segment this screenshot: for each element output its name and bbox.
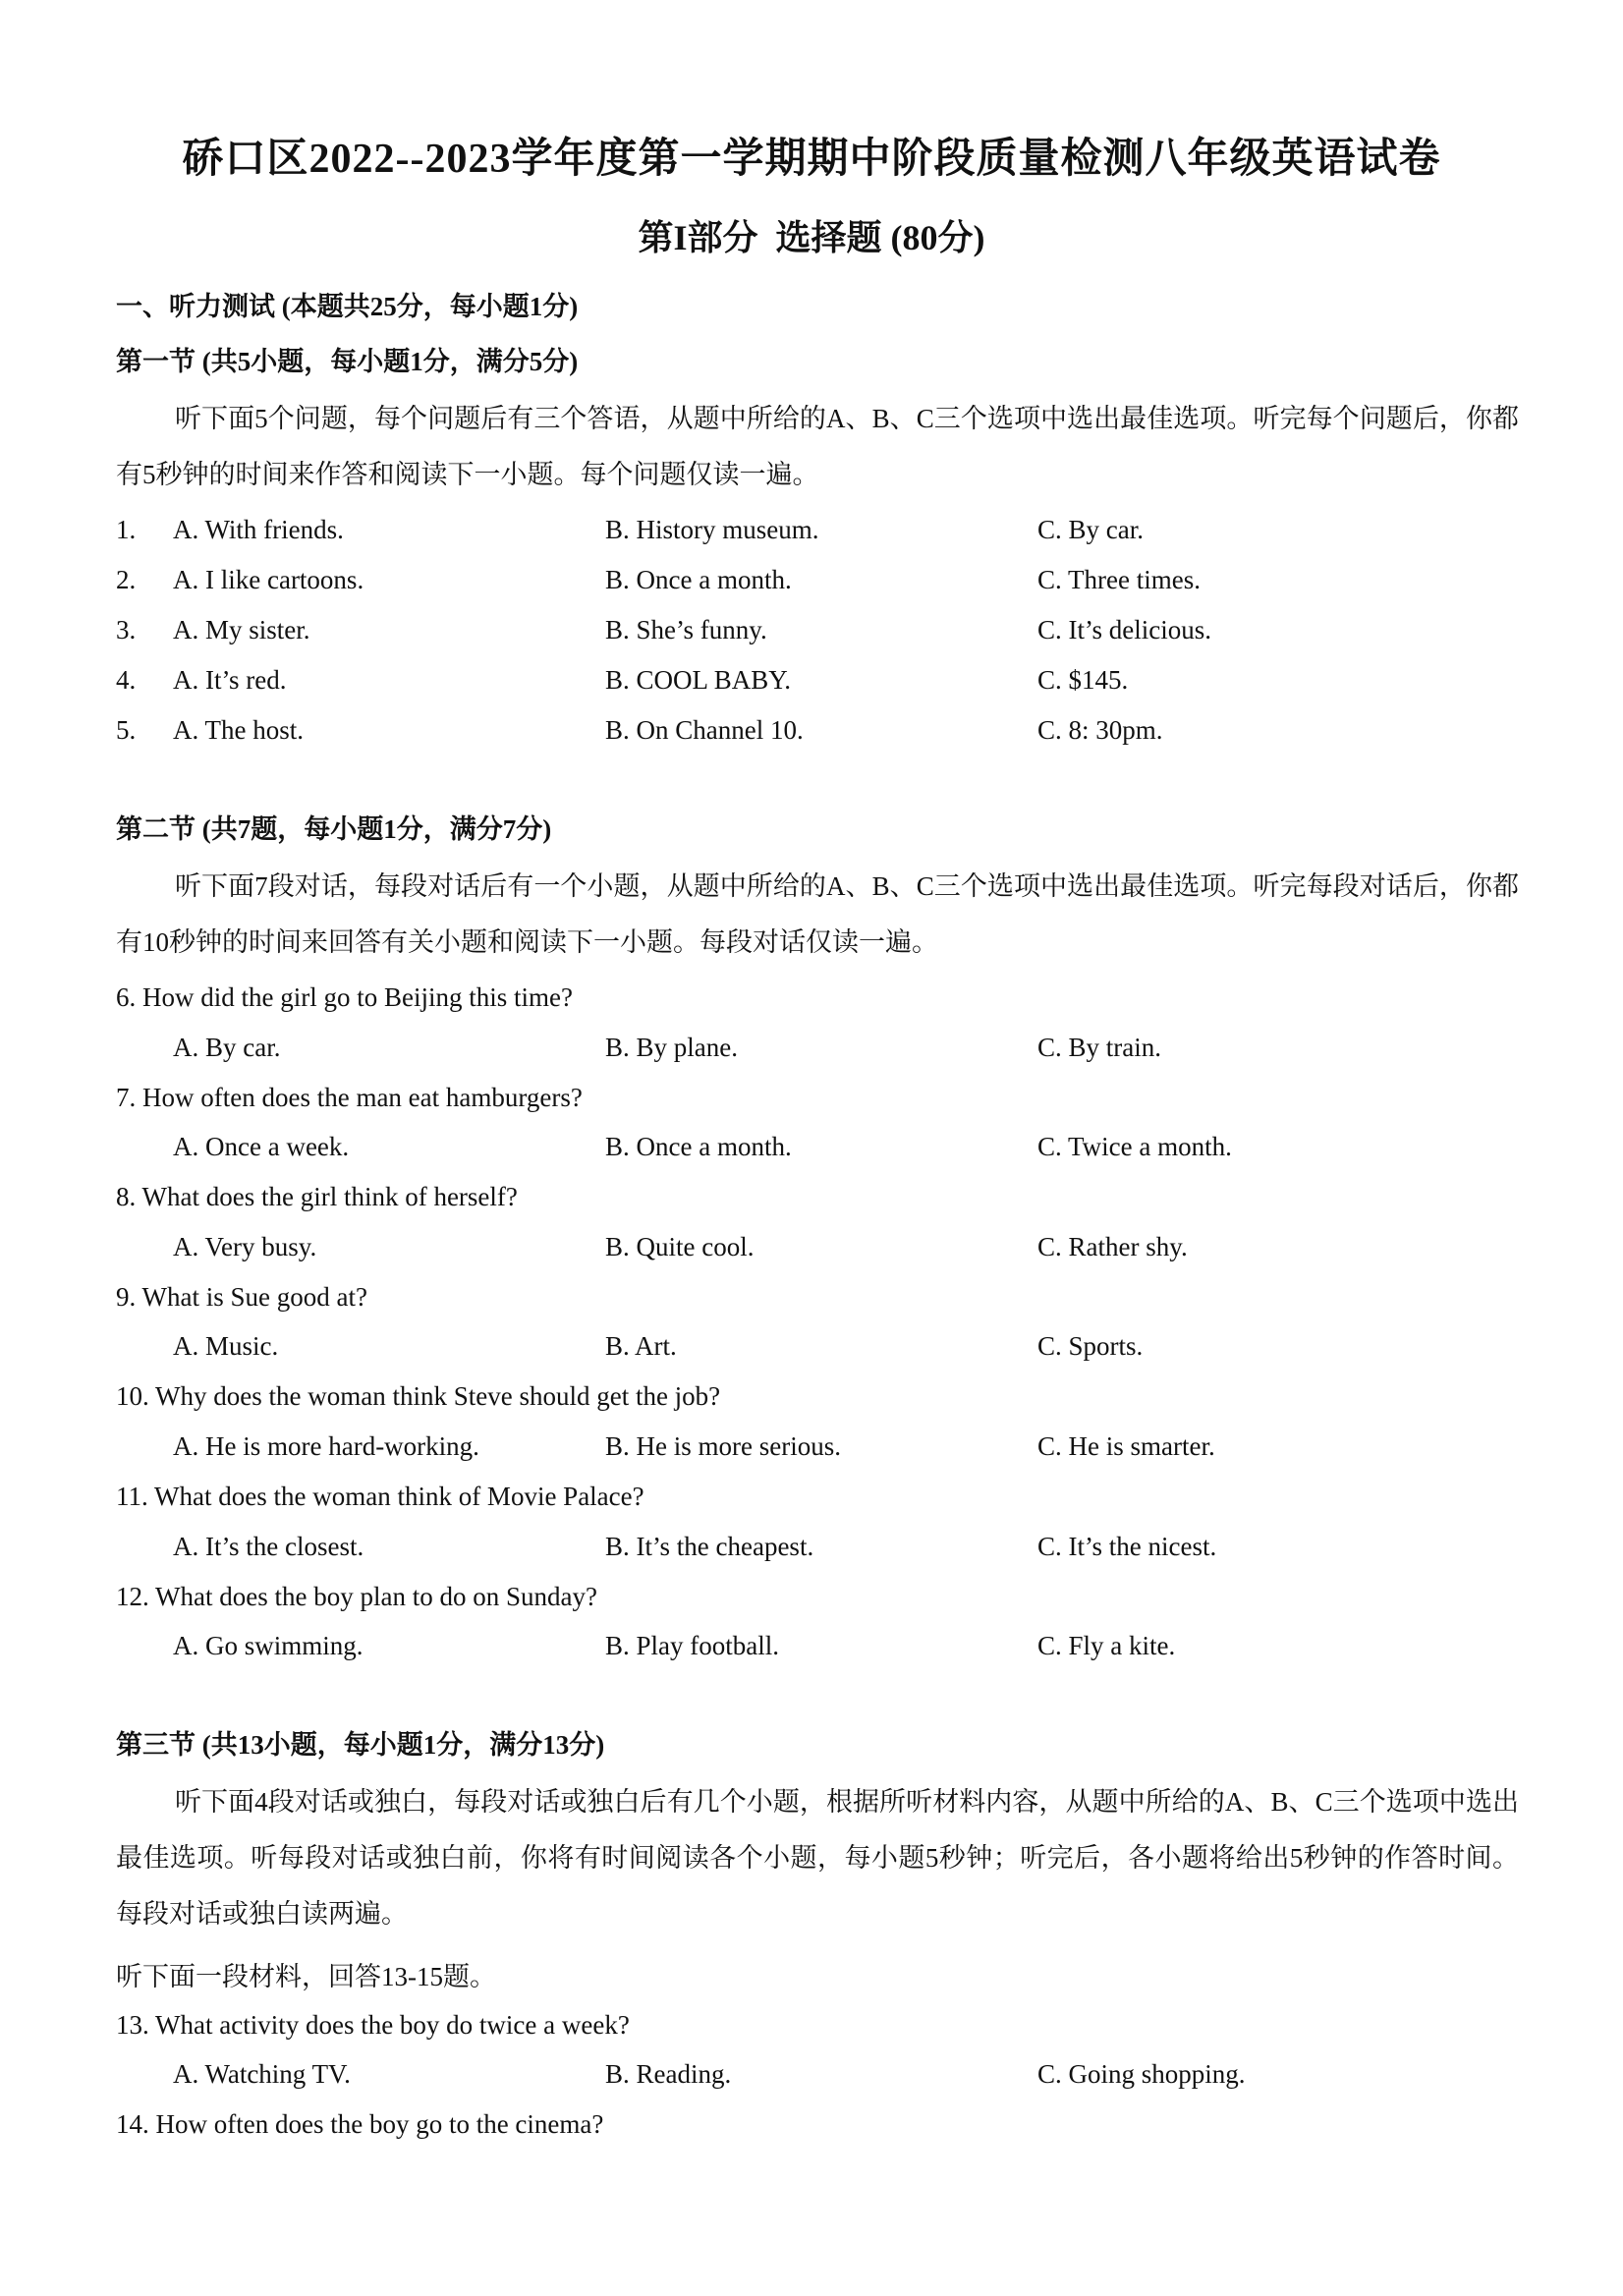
question-text: 7. How often does the man eat hamburgers? [116, 1083, 583, 1112]
option-c: C. He is smarter. [1037, 1431, 1215, 1461]
option-a: A. He is more hard-working. [173, 1431, 479, 1461]
option-b: B. It’s the cheapest. [605, 1532, 814, 1561]
listening-heading: 一、听力测试 (本题共25分，每小题1分) [116, 292, 579, 321]
option-b: B. Play football. [605, 1631, 779, 1660]
question-number: 4. [116, 665, 137, 695]
option-b: B. Once a month. [605, 565, 792, 594]
option-a: A. Once a week. [173, 1132, 350, 1161]
option-b: B. He is more serious. [605, 1431, 841, 1461]
section1-instructions: 听下面5个问题，每个问题后有三个答语，从题中所给的A、B、C三个选项中选出最佳选项。听完每个问题后，你都有5秒钟的时间来作答和阅读下一小题。每个问题仅读一遍。 [116, 404, 1519, 489]
option-b: B. Reading. [605, 2059, 732, 2089]
question-number: 3. [116, 615, 137, 644]
question-text: 10. Why does the woman think Steve should get the job? [116, 1381, 721, 1411]
option-a: A. It’s red. [173, 665, 287, 695]
option-b: B. She’s funny. [605, 615, 767, 644]
option-c: C. It’s the nicest. [1037, 1532, 1217, 1561]
option-c: C. $145. [1037, 665, 1129, 695]
option-a: A. Very busy. [173, 1232, 317, 1261]
question-text: 6. How did the girl go to Beijing this time? [116, 982, 573, 1012]
option-b: B. Once a month. [605, 1132, 792, 1161]
option-a: A. By car. [173, 1033, 281, 1062]
option-c: C. By car. [1037, 515, 1144, 544]
option-b: B. COOL BABY. [605, 665, 792, 695]
option-a: A. Music. [173, 1331, 279, 1361]
question-text: 12. What does the boy plan to do on Sunday? [116, 1582, 597, 1611]
option-a: A. It’s the closest. [173, 1532, 364, 1561]
option-c: C. Fly a kite. [1037, 1631, 1176, 1660]
option-c: C. Three times. [1037, 565, 1201, 594]
question-number: 2. [116, 565, 137, 594]
material-note: 听下面一段材料，回答13-15题。 [116, 1962, 496, 1991]
option-c: C. Sports. [1037, 1331, 1144, 1361]
question-text: 9. What is Sue good at? [116, 1282, 367, 1312]
option-b: B. Quite cool. [605, 1232, 755, 1261]
option-c: C. It’s delicious. [1037, 615, 1211, 644]
option-b: B. History museum. [605, 515, 819, 544]
section1-heading: 第一节 (共5小题，每小题1分，满分5分) [116, 347, 579, 376]
option-c: C. 8: 30pm. [1037, 715, 1163, 745]
part-title: 第I部分 选择题 (80分) [638, 218, 985, 257]
option-b: B. On Channel 10. [605, 715, 804, 745]
section3-heading: 第三节 (共13小题，每小题1分，满分13分) [116, 1730, 605, 1760]
option-c: C. Rather shy. [1037, 1232, 1188, 1261]
option-c: C. By train. [1037, 1033, 1161, 1062]
question-number: 1. [116, 515, 137, 544]
question-text: 8. What does the girl think of herself? [116, 1182, 518, 1211]
page-title: 硚口区2022--2023学年度第一学期期中阶段质量检测八年级英语试卷 [182, 137, 1441, 182]
question-text: 14. How often does the boy go to the cinema? [116, 2109, 604, 2139]
question-text: 11. What does the woman think of Movie Palace? [116, 1482, 644, 1511]
option-a: A. The host. [173, 715, 304, 745]
question-text: 13. What activity does the boy do twice a week? [116, 2010, 630, 2040]
option-b: B. By plane. [605, 1033, 738, 1062]
section2-heading: 第二节 (共7题，每小题1分，满分7分) [116, 814, 552, 844]
section3-instructions: 听下面4段对话或独白，每段对话或独白后有几个小题，根据所听材料内容，从题中所给的A、B、C三个选项中选出最佳选项。听每段对话或独白前，你将有时间阅读各个小题，每小题5秒钟；听完后，各小题将给出5秒钟的作答时间。每段对话或独白读两遍。 [116, 1787, 1519, 1929]
option-a: A. Go swimming. [173, 1631, 364, 1660]
section2-instructions: 听下面7段对话，每段对话后有一个小题，从题中所给的A、B、C三个选项中选出最佳选项。听完每段对话后，你都有10秒钟的时间来回答有关小题和阅读下一小题。每段对话仅读一遍。 [116, 871, 1519, 957]
question-number: 5. [116, 715, 137, 745]
option-b: B. Art. [605, 1331, 677, 1361]
option-a: A. I like cartoons. [173, 565, 364, 594]
option-c: C. Going shopping. [1037, 2059, 1246, 2089]
option-c: C. Twice a month. [1037, 1132, 1232, 1161]
option-a: A. With friends. [173, 515, 344, 544]
option-a: A. My sister. [173, 615, 310, 644]
option-a: A. Watching TV. [173, 2059, 351, 2089]
